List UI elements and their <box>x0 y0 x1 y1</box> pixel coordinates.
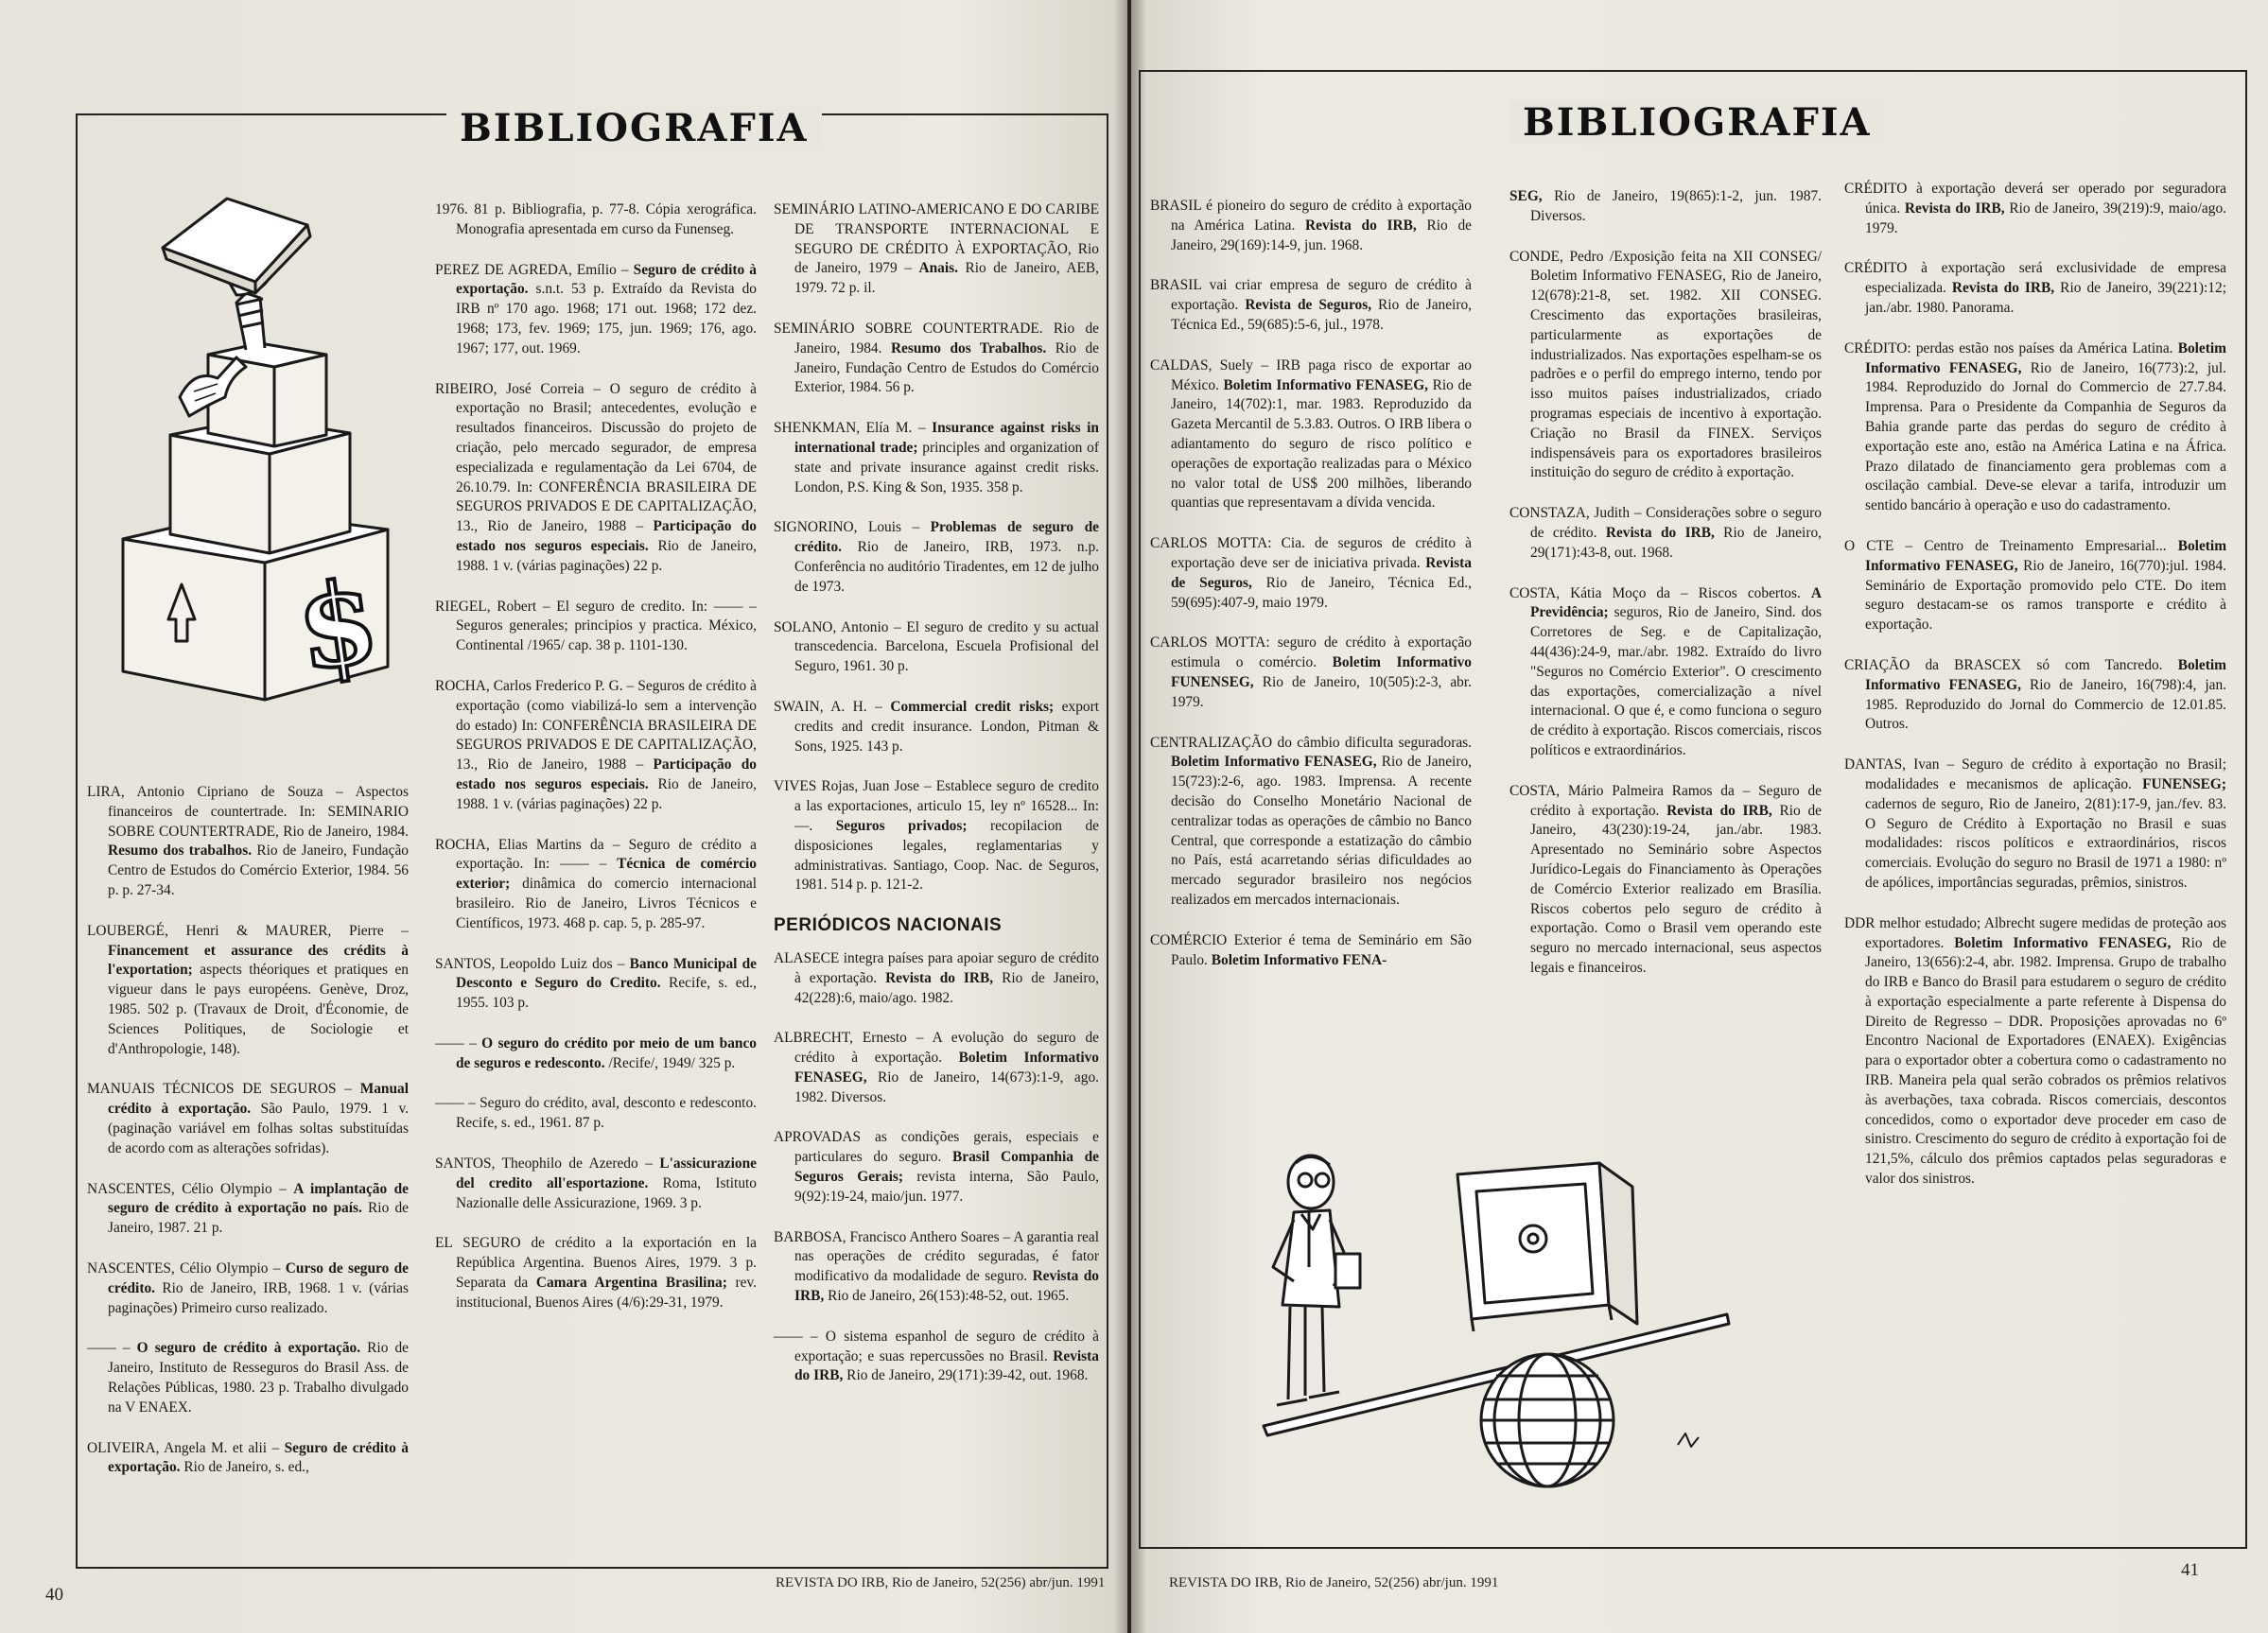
entry-rest: Rio de Janeiro, 1987. 21 p. <box>108 1200 409 1237</box>
entry-rest: da BRASCEX só com Tancredo. <box>1925 656 2178 673</box>
entry-title: Curso de seguro de crédito. <box>108 1259 409 1296</box>
entry-author: —— – <box>435 1095 480 1112</box>
entry-author: CRÉDITO: <box>1844 339 1916 356</box>
entry-rest2: Rio de Janeiro, 14(702):1, mar. 1983. Reproduzido da Gazeta Mercantil de 5.3.83. Outros. O IRB libera o adiantamento do seguro de risco político e operações de exportação realizadas para o México no valor total de US$ 200 milhões, liberando quantias que representavam a dívida vencida. <box>1171 376 1472 512</box>
entry-rest2: Rio de Janeiro, 16(798):4, jan. 1985. Reproduzido do Jornal do Commercio de 12.01.85. Outros. <box>1865 676 2226 733</box>
bibliography-entry <box>435 955 757 1014</box>
entry-rest2: Rio de Janeiro, 1988. 1 v. (várias paginações) 22 p. <box>456 775 757 812</box>
bibliography-entry <box>774 777 1099 895</box>
entry-rest2: dinâmica do comercio internacional brasileiro. Rio de Janeiro, Livros Técnicos e Científicos, 1973. 468 p. cap. 5, p. 285-97. <box>456 876 757 931</box>
entry-title: Seguro de crédito à exportação. <box>108 1439 409 1476</box>
entry-title2: Revista do IRB, <box>885 969 994 986</box>
entry-rest: Aspectos financeiros de countertrade. In: SEMINARIO SOBRE COUNTERTRADE, Rio de Janeiro, 1984. <box>108 784 409 840</box>
bibliography-entry <box>1150 197 1472 255</box>
entry-rest: Seguro de crédito à exportação no Brasil; modalidades e mecanismos de aplicação. <box>1865 756 2226 792</box>
bibliography-entry <box>1150 534 1472 613</box>
entry-rest: integra países para apoiar seguro de crédito à exportação. <box>794 949 1100 986</box>
bibliography-entry <box>1509 248 1822 484</box>
entry-author: CARLOS MOTTA: <box>1150 634 1278 651</box>
entry-rest2: Rio de Janeiro, Fundação Centro de Estudos do Comércio Exterior, 1984. 56 p. p. 27-34. <box>108 843 409 898</box>
entry-author: CRÉDITO <box>1844 181 1916 197</box>
entry-rest: Rio de Janeiro, 1979 – <box>794 240 1099 277</box>
entry-author: COMÉRCIO <box>1150 931 1234 948</box>
bibliography-entry <box>774 949 1099 1008</box>
entry-rest2: seguros, Rio de Janeiro, Sind. dos Corretores de Seg. e de Capitalização, 44(436):24-9, mar./abr. 1982. Extraído do livro "Seguros no Comércio Exterior". O crescimento das exportações, comercialização a nível internacional. O que é, e como funciona o seguro de crédito à exportação. Riscos comerciais, riscos políticos e extraordinários. <box>1530 604 1822 758</box>
entry-author: EL SEGURO <box>435 1235 532 1252</box>
entry-rest: Exterior é tema de Seminário em São Paulo. <box>1171 931 1472 968</box>
entry-author: BRASIL <box>1150 198 1207 214</box>
bibliography-entry <box>87 1180 409 1239</box>
entry-rest: /Recife/, 1949/ 325 p. <box>604 1054 736 1071</box>
bibliography-entry <box>774 518 1099 597</box>
entry-title2: Anais. <box>918 260 958 277</box>
left-column-1 <box>87 783 409 1499</box>
bibliography-entry <box>435 677 757 815</box>
boxes-money-illustration <box>104 189 426 719</box>
entry-title2: Revista do IRB, <box>794 1347 1099 1384</box>
entry-author: SIGNORINO, Louis – <box>774 519 931 536</box>
entry-title2: Participação do estado nos seguros especiais. <box>456 518 757 554</box>
entry-rest: Considerações sobre o seguro de crédito. <box>1530 505 1822 541</box>
entry-title2: Resumo dos Trabalhos. <box>890 339 1047 356</box>
bibliography-entry <box>774 1128 1099 1207</box>
entry-title: Seguro de crédito à exportação. <box>456 261 757 298</box>
bibliography-entry <box>774 1029 1099 1107</box>
entry-title2: Revista do IRB, <box>1951 280 2055 297</box>
bibliography-entry <box>1509 584 1822 761</box>
entry-rest2: Rio de Janeiro, Técnica Ed., 59(695):407-9, maio 1979. <box>1171 574 1472 611</box>
entry-rest: Rio de Janeiro, 1984. <box>794 320 1099 356</box>
entry-rest: IRB paga risco de exportar ao México. <box>1171 356 1472 393</box>
entry-rest2: Rio de Janeiro, 14(673):1-9, ago. 1982. Diversos. <box>794 1068 1099 1105</box>
entry-author: ALASECE <box>774 949 844 966</box>
entry-rest: export credits and credit insurance. London, Pitman & Sons, 1925. 143 p. <box>794 698 1099 755</box>
bibliography-entry <box>435 1034 757 1074</box>
bibliography-entry <box>1509 782 1822 979</box>
entry-title2: Boletim Informativo FENASEG, <box>794 1050 1099 1086</box>
bibliography-entry <box>774 1328 1099 1386</box>
bibliography-entry <box>87 1439 409 1479</box>
right-page <box>1131 0 2268 1633</box>
entry-title2: Revista de Seguros, <box>1245 297 1372 314</box>
entry-title: L'assicurazione del credito all'esportazione. <box>456 1155 757 1191</box>
entry-title2: Camara Argentina Brasilina; <box>535 1275 727 1292</box>
entry-rest2: Rio de Janeiro, 39(219):9, maio/ago. 1979. <box>1865 200 2226 236</box>
entry-title: Commercial credit risks; <box>890 698 1055 715</box>
entry-rest2: recopilacion de disposiciones legales, reglamentarias y administrativas. Santiago, Coop. Nac. de Seguros, 1981. 514 p. p. 121-2. <box>794 817 1099 894</box>
bibliography-entry <box>87 1339 409 1417</box>
entry-title2: Boletim Informativo FENA- <box>1211 951 1387 968</box>
entry-rest: aspects théoriques et pratiques en vigueur dans le pays européens. Genève, Droz, 1985. 502 p. (Travaux de Droit, d'Économie, de Sciences Politiques, de Sociologie et d'Anthropologie, 148). <box>108 962 409 1057</box>
entry-author: LIRA, Antonio Cipriano de Souza – <box>87 784 356 800</box>
bibliography-entry <box>87 783 409 901</box>
entry-rest: Rio de Janeiro, Instituto de Resseguros do Brasil Ass. de Relações Públicas, 1980. 23 p. Trabalho divulgado na V ENAEX. <box>108 1340 409 1416</box>
entry-rest: perdas estão nos países da América Latina. <box>1915 339 2178 356</box>
entry-rest: O seguro de crédito à exportação no Brasil; antecedentes, evolução e resultados financeiros. Discussão do projeto de criação, pelo mercado segurador, de empresa especializada e regulamentação da Lei 6704, de 26.10.79. In: CONFERÊNCIA BRASILEIRA DE SEGUROS PRIVADOS E DE CAPITALIZAÇÃO, 13., Rio de Janeiro, 1988 – <box>456 380 757 535</box>
entry-title: Problemas de seguro de crédito. <box>794 519 1099 556</box>
bibliography-entry <box>1509 504 1822 563</box>
bibliography-entry <box>774 200 1099 299</box>
bibliography-entry <box>435 380 757 577</box>
entry-rest2: Rio de Janeiro, 16(770):jul. 1984. Seminário de Exportação promovido pelo CTE. Do item seguro destacam-se os ramos transporte e crédito à exportação. <box>1865 557 2226 634</box>
entry-title: A implantação de seguro de crédito à exportação no país. <box>108 1180 409 1217</box>
bibliography-entry <box>774 419 1099 497</box>
entry-title: Banco Municipal de Desconto e Seguro do Credito. <box>456 955 757 992</box>
entry-title2: Boletim Informativo FENASEG, <box>1954 934 2172 951</box>
right-column-3 <box>1844 180 2226 1210</box>
entry-author: CONDE, Pedro /Exposição <box>1509 248 1682 265</box>
entry-author: RIEGEL, Robert – <box>435 598 557 615</box>
bibliography-entry <box>774 618 1099 677</box>
bibliography-entry <box>87 1259 409 1318</box>
entry-author: BRASIL <box>1150 277 1210 294</box>
entry-title2: Resumo dos trabalhos. <box>108 843 253 860</box>
entry-rest: Recife, s. ed., 1955. 103 p. <box>456 975 758 1012</box>
entry-rest: do câmbio dificulta seguradoras. <box>1277 734 1472 751</box>
entry-title2: Boletim Informativo FENASEG, <box>1865 656 2226 693</box>
entry-title2: Boletim Informativo FENASEG, <box>1171 754 1377 771</box>
entry-author: MANUAIS TÉCNICOS DE SEGUROS – <box>87 1081 360 1098</box>
entry-rest: melhor estudado; Albrecht sugere medidas de proteção aos exportadores. <box>1865 914 2226 951</box>
bibliography-entry <box>774 1228 1099 1307</box>
entry-author: CRÉDITO <box>1844 260 1922 277</box>
entry-rest2: Rio de Janeiro, 26(153):48-52, out. 1965. <box>824 1288 1070 1305</box>
entry-author: SOLANO, Antonio – <box>774 618 907 635</box>
entry-title: O seguro do crédito por meio de um banco de seguros e redesconto. <box>456 1034 758 1071</box>
entry-rest2: Rio de Janeiro, 15(723):2-6, ago. 1983. Imprensa. A recente decisão do Conselho Monetário Nacional de centralizar todas as operações de câmbio no Banco Central, que corresponde a estatização do câmbio no País, está acarretando sérias dificuldades ao mercado segurador brasileiro nos negócios realizados em mercados internacionais. <box>1171 754 1472 908</box>
entry-rest: Cia. de seguros de crédito à exportação deve ser de iniciativa privada. <box>1171 535 1472 571</box>
entry-author: ALBRECHT, Ernesto – <box>774 1030 933 1047</box>
entry-author: CENTRALIZAÇÃO <box>1150 734 1278 751</box>
entry-rest2: revista interna, São Paulo, 9(92):19-24, maio/jun. 1977. <box>794 1169 1100 1205</box>
entry-rest2: cadernos de seguro, Rio de Janeiro, 2(81):17-9, jan./fev. 83. O Seguro de Crédito à Exportação no Brasil e suas modalidades: riscos políticos e extraordinários, riscos comerciais. Evolução do seguro no Brasil de 1971 a 1980: nº de apólices, importâncias seguradas, prêmios, sinistros. <box>1865 795 2226 891</box>
entry-author: OLIVEIRA, Angela M. et alii – <box>87 1439 285 1456</box>
bibliography-entry <box>1844 656 2226 735</box>
entry-author: ROCHA, Carlos Frederico P. G. – <box>435 677 638 694</box>
left-page <box>0 0 1127 1633</box>
entry-rest2: Rio de Janeiro, 10(505):2-3, abr. 1979. <box>1171 673 1472 710</box>
right-column-2 <box>1509 187 1822 999</box>
entry-author: DDR <box>1844 914 1880 931</box>
entry-title2: Revista do IRB, <box>1904 200 2005 217</box>
entry-title2: Revista do IRB, <box>1605 524 1715 541</box>
entry-author: NASCENTES, Célio Olympio – <box>87 1180 294 1197</box>
entry-author: O CTE – <box>1844 537 1925 554</box>
entry-rest: s.n.t. 53 p. Extraído da Revista do IRB nº 170 ago. 1968; 171 out. 1968; 172 dez. 1968; 173, fev. 1969; 175, jun. 1969; 176, ago. 1967; 177, out. 1969. <box>456 281 757 356</box>
entry-title2: Técnica de comércio exterior; <box>456 856 757 893</box>
entry-rest2: Rio de Janeiro, 1988. 1 v. (várias paginações) 22 p. <box>456 537 757 574</box>
entry-author: SANTOS, Theophilo de Azeredo – <box>435 1155 660 1173</box>
entry-title2: Brasil Companhia de Seguros Gerais; <box>794 1149 1099 1186</box>
right-page-heading: BIBLIOGRAFIA <box>1509 100 1885 145</box>
bibliography-entry <box>1844 180 2226 238</box>
entry-rest: Rio de Janeiro, IRB, 1973. n.p. Conferência no auditório Tiradentes, em 12 de julho de 1973. <box>794 539 1099 595</box>
entry-rest: Seguro de crédito a exportação. In: —— – <box>456 836 757 873</box>
bibliography-entry <box>1509 187 1822 227</box>
entry-rest: A evolução do seguro de crédito à exportação. <box>794 1030 1100 1067</box>
entry-rest: à exportação deverá ser operado por seguradora única. <box>1865 181 2226 217</box>
entry-rest2: rev. institucional, Buenos Aires (4/6):29-31, 1979. <box>456 1275 757 1311</box>
entry-author: CONSTAZA, Judith – <box>1509 505 1647 522</box>
entry-author: —— – <box>774 1328 826 1345</box>
entry-rest: é pioneiro do seguro de crédito à exportação na América Latina. <box>1171 198 1472 234</box>
footer-left: REVISTA DO IRB, Rio de Janeiro, 52(256) abr/jun. 1991 <box>776 1575 1106 1590</box>
entry-rest: Seguro do crédito, aval, desconto e redesconto. Recife, s. ed., 1961. 87 p. <box>456 1095 757 1132</box>
bibliography-entry <box>435 200 757 240</box>
entry-rest2: Rio de Janeiro, AEB, 1979. 72 p. il. <box>794 260 1099 297</box>
entry-author: NASCENTES, Célio Olympio – <box>87 1259 286 1277</box>
entry-rest: Rio de Janeiro, s. ed., <box>180 1459 309 1476</box>
entry-rest: à exportação será exclusividade de empresa especializada. <box>1865 260 2226 297</box>
entry-author: —— – <box>435 1034 482 1051</box>
entry-author: —— – <box>87 1340 137 1357</box>
entry-rest: Centro de Treinamento Empresarial... <box>1924 537 2178 554</box>
bibliography-entry <box>435 1094 757 1134</box>
entry-author: PEREZ DE AGREDA, Emílio – <box>435 261 634 278</box>
page-number-right: 41 <box>2181 1560 2199 1580</box>
entry-author: VIVES Rojas, Juan Jose – <box>774 778 936 795</box>
entry-rest2: Rio de Janeiro, 39(221):12; jan./abr. 1980. Panorama. <box>1865 280 2226 316</box>
entry-rest: El seguro de credito y su actual transcedencia. Barcelona, Escuela Profisional del Seguro, 1961. 30 p. <box>794 618 1099 675</box>
left-column-3 <box>774 200 1099 1407</box>
entry-title: O seguro de crédito à exportação. <box>136 1340 361 1357</box>
entry-author: CALDAS, Suely – <box>1150 356 1277 374</box>
entry-title2: Participação do estado nos seguros especiais. <box>456 756 757 792</box>
bibliography-entry <box>1844 756 2226 894</box>
entry-author: SANTOS, Leopoldo Luiz dos – <box>435 955 630 972</box>
bibliography-entry <box>435 598 757 656</box>
bibliography-entry <box>1150 931 1472 971</box>
entry-rest: seguro de crédito à exportação estimula o comércio. <box>1171 634 1472 671</box>
bibliography-entry <box>435 1155 757 1213</box>
bibliography-entry <box>1150 734 1472 911</box>
entry-rest: Rio de Janeiro, 19(865):1-2, jun. 1987. Diversos. <box>1530 188 1822 224</box>
entry-rest: São Paulo, 1979. 1 v. (paginação variável em folhas soltas substituídas de acordo com as alterações sofridas). <box>108 1101 409 1156</box>
entry-rest: Seguro de crédito à exportação. <box>1530 782 1822 819</box>
entry-title2: Boletim Informativo FUNENSEG, <box>1171 654 1472 690</box>
entry-title: Insurance against risks in international trade; <box>794 420 1099 456</box>
entry-title: SEG, <box>1509 188 1543 204</box>
bibliography-entry <box>1150 276 1472 335</box>
entry-author: SEMINÁRIO LATINO-AMERICANO E DO CARIBE DE TRANSPORTE INTERNACIONAL E SEGURO DE CRÉDITO À EXPORTAÇÃO, <box>774 201 1099 257</box>
entry-rest: 1976. 81 p. Bibliografia, p. 77-8. Cópia xerográfica. Monografia apresentada em curso da Funenseg. <box>435 201 757 237</box>
entry-rest2: Rio de Janeiro, 43(230):19-24, jan./abr. 1983. Apresentado no Seminário sobre Aspectos Jurídico-Legais do Financiamento às Operações de Comércio Exterior realizado em Brasília. Riscos cobertos pelo seguro de crédito à exportação. Como o Brasil vem operando este seguro no mercado internacional, seus aspectos legais e financeiros. <box>1530 802 1822 976</box>
entry-title: Manual crédito à exportação. <box>108 1081 409 1118</box>
entry-rest: Riscos cobertos. <box>1698 584 1811 601</box>
entry-title: Financement et assurance des crédits à l'exportation; <box>108 942 409 979</box>
entry-rest2: Rio de Janeiro, 29(169):14-9, jun. 1968. <box>1171 217 1472 253</box>
bibliography-entry <box>1844 914 2226 1190</box>
left-column-2 <box>435 200 757 1334</box>
book-gutter <box>1114 0 1146 1633</box>
entry-title2: Boletim Informativo FENASEG, <box>1223 376 1429 393</box>
entry-author: CARLOS MOTTA: <box>1150 535 1282 552</box>
right-column-1 <box>1150 197 1472 991</box>
entry-title2: Revista do IRB, <box>1666 802 1772 819</box>
bibliography-entry <box>774 698 1099 756</box>
bibliography-entry <box>774 320 1099 398</box>
entry-rest2: Rio de Janeiro, 13(656):2-4, abr. 1982. Imprensa. Grupo de trabalho do IRB e Banco do Brasil para estudarem o seguro de crédito à exportação especialmente a parte referente à Dispensa do Direito de Regresso – DDR. Proposições aprovadas no 6º Encontro Nacional de Exportadores (ENAEX). Exigências para o exportador obter a cobertura como o cadastramento no IRB. Maneira pela qual serão cobrados os prêmios relativos às averbações, taxa cobrada. Riscos comerciais, descontos concedidos, como o exportador deve proceder em caso de sinistro. Crescimento do seguro de crédito à exportação foi de 121,5%, cálculo dos prêmios captados pelas seguradoras e valor dos sinistros. <box>1865 934 2226 1188</box>
footer-right: REVISTA DO IRB, Rio de Janeiro, 52(256) abr/jun. 1991 <box>1169 1575 1499 1590</box>
entry-title2: FUNENSEG; <box>2142 775 2226 792</box>
bibliography-entry <box>87 922 409 1060</box>
entry-rest: Rio de Janeiro, IRB, 1968. 1 v. (várias paginações) Primeiro curso realizado. <box>108 1279 409 1316</box>
entry-author: COSTA, Kátia Moço da – <box>1509 584 1699 601</box>
entry-rest: O sistema espanhol de seguro de crédito à exportação; e suas repercussões no Brasil. <box>794 1328 1100 1364</box>
entry-rest: de crédito a la exportación en la República Argentina. Buenos Aires, 1979. 3 p. Separata da <box>456 1235 757 1292</box>
entry-author: SWAIN, A. H. – <box>774 698 891 715</box>
entry-rest2: Rio de Janeiro, Técnica Ed., 59(685):5-6, jul., 1978. <box>1171 297 1472 333</box>
entry-rest: Establece seguro de credito a las exportaciones, articulo 15, ley nº 16528... In: —. <box>794 778 1099 834</box>
entry-rest: Seguros de crédito à exportação (como viabilizá-lo sem a intervenção do estado) In: CONFERÊNCIA BRASILEIRA DE SEGUROS PRIVADOS E DE CAPITALIZAÇÃO, 13., Rio de Janeiro, 1988 – <box>456 677 757 773</box>
entry-author: DANTAS, Ivan – <box>1844 756 1963 773</box>
entry-rest2: Rio de Janeiro, Fundação Centro de Estudos do Comércio Exterior, 1984. 56 p. <box>794 339 1099 396</box>
section-title: PERIÓDICOS NACIONAIS <box>774 915 1003 936</box>
bibliography-entry <box>1150 634 1472 712</box>
entry-rest: principles and organization of state and private insurance against credit risks. London, P.S. King & Son, 1935. 358 p. <box>794 439 1099 495</box>
entry-author: APROVADAS <box>774 1129 876 1146</box>
left-page-heading: BIBLIOGRAFIA <box>446 106 822 150</box>
entry-author: RIBEIRO, José Correia – <box>435 380 610 397</box>
page-number-left: 40 <box>45 1585 63 1605</box>
entry-author: ROCHA, Elias Martins da – <box>435 836 629 853</box>
bibliography-entry <box>1844 339 2226 516</box>
entry-title2: A Previdência; <box>1530 584 1822 621</box>
entry-rest: vai criar empresa de seguro de crédito à exportação. <box>1171 277 1472 314</box>
entry-title2: Boletim Informativo FENASEG, <box>1865 339 2226 376</box>
entry-author: COSTA, Mário Palmeira Ramos da – <box>1509 782 1759 799</box>
bibliography-entry <box>87 1080 409 1158</box>
bibliography-entry <box>435 836 757 934</box>
entry-rest: as condições gerais, especiais e particulares do seguro. <box>794 1129 1100 1166</box>
entry-author: BARBOSA, Francisco Anthero Soares – <box>774 1228 1014 1245</box>
entry-author: CRIAÇÃO <box>1844 656 1926 673</box>
entry-rest2: Rio de Janeiro, 29(171):39-42, out. 1968. <box>843 1367 1089 1384</box>
entry-author: SEMINÁRIO SOBRE COUNTERTRADE. <box>774 320 1054 337</box>
entry-author: LOUBERGÉ, Henri & MAURER, Pierre – <box>87 922 409 939</box>
dollar-sign: $ <box>288 554 387 698</box>
entry-title2: Revista do IRB, <box>1305 217 1417 234</box>
entry-rest: A garantia real nas operações de crédito seguradas, é fator modificativo da modalidade de seguro. <box>794 1228 1099 1285</box>
entry-author: SHENKMAN, Elía M. – <box>774 420 933 437</box>
entry-rest: Roma, Istituto Nazionalle delle Assicurazione, 1969. 3 p. <box>456 1174 758 1211</box>
entry-title2: Boletim Informativo FENASEG, <box>1865 537 2227 574</box>
bibliography-entry <box>1150 356 1472 513</box>
entry-rest2: Rio de Janeiro, 16(773):2, jul. 1984. Reproduzido do Jornal do Commercio de 27.7.84. Imprensa. Para o Presidente da Companhia de Seguros da Bahia grande parte das perdas do seguro de crédito à exportação este ano, estão na América Latina e na África. Prazo dilatado de financiamento gera problemas com a oscilação cambial. Deve-se elevar a tarifa, introduzir um sentido bancário à operação e uso do cadastramento. <box>1865 359 2226 514</box>
entry-title2: Revista do IRB, <box>794 1268 1099 1305</box>
bibliography-entry <box>435 261 757 359</box>
entry-rest2: Rio de Janeiro, 29(171):43-8, out. 1968. <box>1530 524 1822 561</box>
bibliography-entry <box>435 1234 757 1312</box>
entry-title2: Revista de Seguros, <box>1171 554 1472 591</box>
bibliography-entry <box>1844 537 2226 635</box>
entry-title2: Seguros privados; <box>835 817 968 834</box>
entry-rest2: Rio de Janeiro, 42(228):6, maio/ago. 1982. <box>794 969 1099 1006</box>
entry-rest: El seguro de credito. In: —— – Seguros generales; principios y practica. México, Continental /1965/ cap. 38 p. 1101-130. <box>456 598 757 654</box>
bibliography-entry <box>1844 259 2226 318</box>
entry-rest: feita na XII CONSEG/ Boletim Informativo FENASEG, Rio de Janeiro, 12(678):21-8, set. 1982. XII CONSEG. Crescimento das exportações brasileiras, particularmente as exportações de industrializados. Nas exportações espelham-se os padrões e o perfil do emprego interno, tendo por isso muitos países industrializados, criado programas especiais de incentivo à exportação. Criação no Brasil da FINEX. Serviços indispensáveis para os exportadores brasileiros instituição do seguro de crédito à exportação. <box>1530 248 1822 481</box>
